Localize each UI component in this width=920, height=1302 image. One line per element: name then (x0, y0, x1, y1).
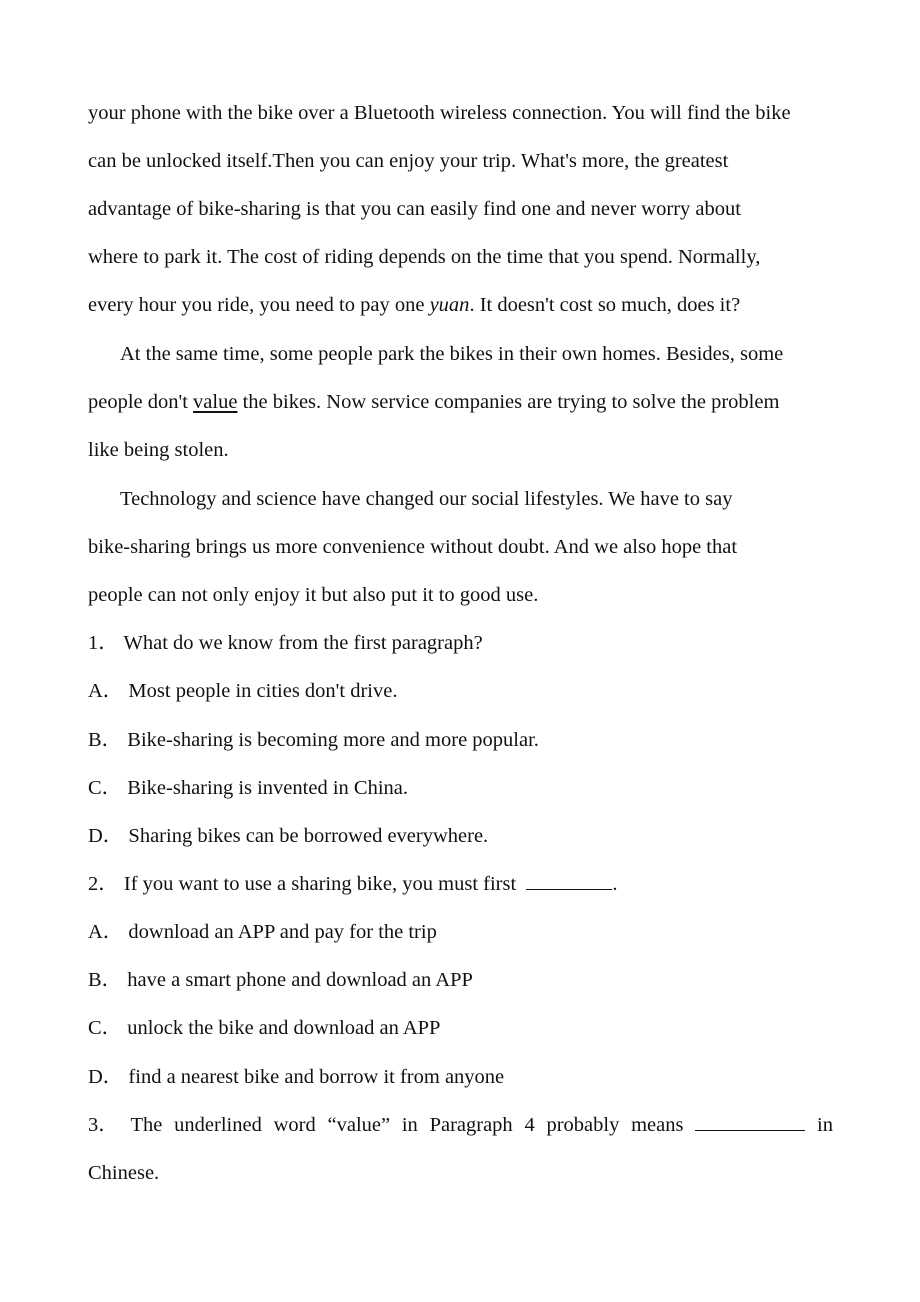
passage-text: every hour you ride, you need to pay one (88, 294, 430, 316)
question-word: underlined (174, 1114, 262, 1136)
question-word: 4 (524, 1114, 535, 1136)
passage-text: the bikes. Now service companies are trying to solve the problem (237, 391, 780, 413)
question-text: 2． If you want to use a sharing bike, you must first (88, 873, 517, 895)
passage-line (88, 389, 779, 415)
answer-option: D． find a nearest bike and borrow it from anyone (88, 1066, 505, 1088)
italic-word: yuan (429, 294, 470, 316)
question-word: means (631, 1114, 684, 1136)
answer-option: B． Bike-sharing is becoming more and more popular. (88, 729, 539, 751)
answer-option: C． unlock the bike and download an APP (88, 1017, 441, 1039)
question-word: in (401, 1114, 418, 1136)
passage-text: . It doesn't cost so much, does it? (469, 294, 741, 316)
passage-line: where to park it. The cost of riding depends on the time that you spend. Normally, (88, 246, 761, 268)
passage-line: advantage of bike-sharing is that you can easily find one and never worry about (88, 198, 741, 220)
underlined-word: value (193, 391, 238, 413)
passage-line: your phone with the bike over a Bluetooth wireless connection. You will find the bike (88, 102, 791, 124)
answer-blank (695, 1112, 805, 1131)
passage-line: bike-sharing brings us more convenience without doubt. And we also hope that (88, 536, 738, 558)
question-stem: 1． What do we know from the first paragraph? (88, 632, 483, 654)
question-word: probably (546, 1114, 620, 1136)
question-word: 3． (88, 1114, 119, 1136)
passage-line: Technology and science have changed our social lifestyles. We have to say (120, 488, 733, 510)
question-word: “value” (327, 1114, 391, 1136)
question-text: . (612, 873, 618, 895)
question-word: Paragraph (429, 1114, 513, 1136)
passage-line: can be unlocked itself.Then you can enjoy your trip. What's more, the greatest (88, 150, 729, 172)
answer-option: D． Sharing bikes can be borrowed everywhere. (88, 825, 489, 847)
answer-option: C． Bike-sharing is invented in China. (88, 777, 408, 799)
question-word: word (273, 1114, 316, 1136)
passage-line: At the same time, some people park the bikes in their own homes. Besides, some (120, 343, 784, 365)
question-stem (88, 1112, 833, 1138)
passage-text: people don't (88, 391, 194, 413)
answer-blank (526, 871, 612, 890)
answer-option: B． have a smart phone and download an APP (88, 969, 473, 991)
question-word: The (130, 1114, 163, 1136)
passage-line (88, 292, 740, 318)
question-stem-continued: Chinese. (88, 1162, 160, 1184)
passage-line: people can not only enjoy it but also put it to good use. (88, 584, 539, 606)
question-word: in (817, 1114, 833, 1136)
question-stem (88, 871, 618, 897)
answer-option: A． Most people in cities don't drive. (88, 680, 398, 702)
answer-option: A． download an APP and pay for the trip (88, 921, 437, 943)
passage-line: like being stolen. (88, 439, 229, 461)
